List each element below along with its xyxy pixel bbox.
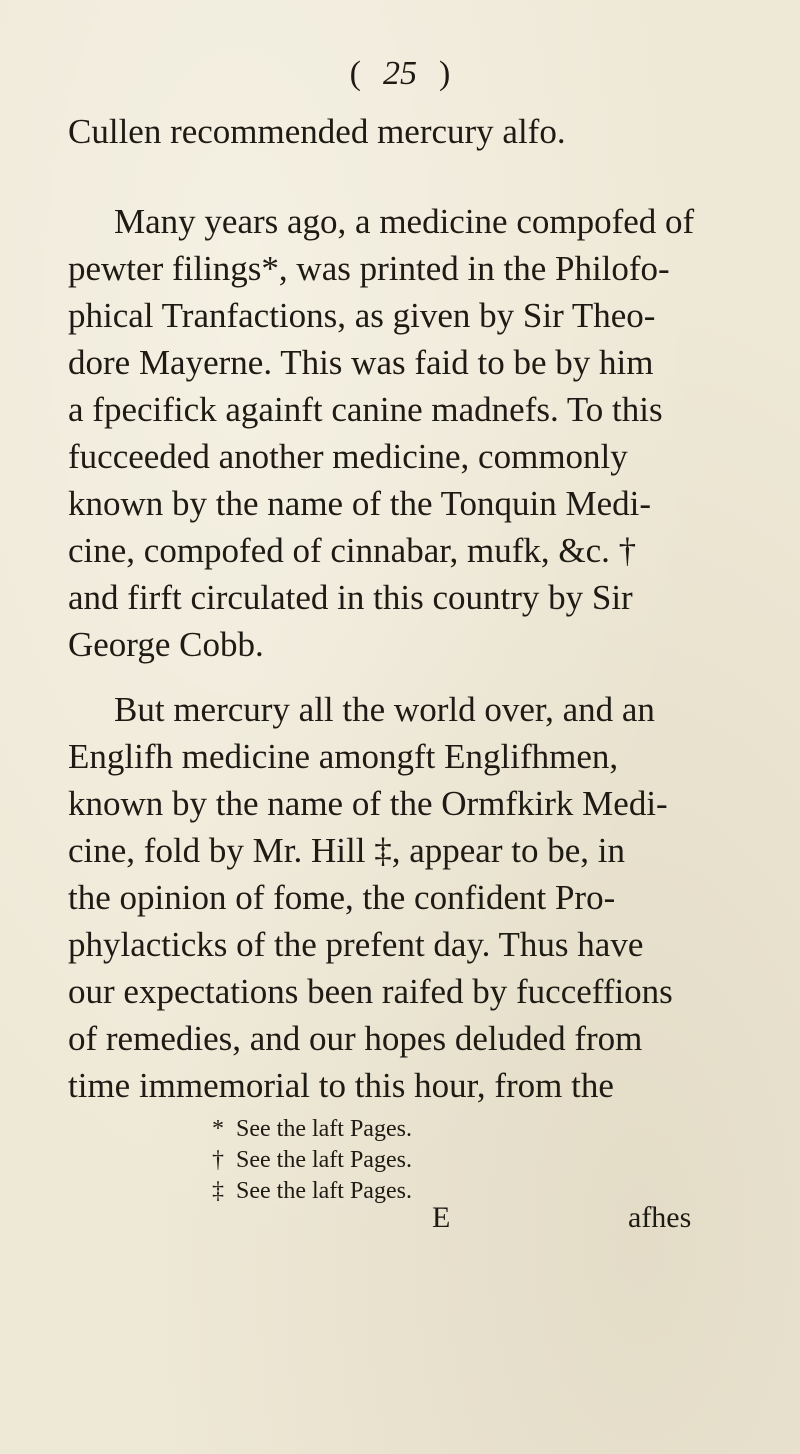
text-line: the opinion of fome, the confident Pro- bbox=[68, 878, 616, 917]
text-line: time immemorial to this hour, from the bbox=[68, 1066, 614, 1105]
page-number bbox=[0, 52, 800, 96]
close-paren: ) bbox=[439, 55, 451, 92]
footnote-text: See the laft Pages. bbox=[236, 1116, 412, 1142]
catchword: afhes bbox=[628, 1201, 692, 1234]
text-line: our expectations been raifed by fucceffions bbox=[68, 972, 673, 1011]
text-line: phical Tranfactions, as given by Sir Theo- bbox=[68, 296, 656, 335]
text-line: But mercury all the world over, and an bbox=[114, 690, 655, 729]
footnote bbox=[212, 1145, 412, 1175]
text-line: dore Mayerne. This was faid to be by him bbox=[68, 343, 654, 382]
text-line: Cullen recommended mercury alfo. bbox=[68, 112, 566, 151]
text-line: of remedies, and our hopes deluded from bbox=[68, 1019, 643, 1058]
text-line: fucceeded another medicine, commonly bbox=[68, 437, 628, 476]
footnote-text: See the laft Pages. bbox=[236, 1178, 412, 1204]
text-line: Englifh medicine amongft Englifhmen, bbox=[68, 737, 619, 776]
open-paren: ( bbox=[349, 55, 361, 92]
text-line: known by the name of the Ormfkirk Medi- bbox=[68, 784, 668, 823]
text-line: cine, compofed of cinnabar, mufk, &c. † bbox=[68, 531, 637, 570]
signature-mark: E bbox=[432, 1201, 451, 1234]
text-line: phylacticks of the prefent day. Thus have bbox=[68, 925, 644, 964]
page-number-value: 25 bbox=[383, 55, 417, 92]
footnote bbox=[212, 1114, 412, 1144]
text-line: cine, fold by Mr. Hill ‡, appear to be, in bbox=[68, 831, 625, 870]
text-line: George Cobb. bbox=[68, 625, 264, 664]
text-line: pewter filings*, was printed in the Philofo- bbox=[68, 249, 670, 288]
text-line: a fpecifick againft canine madnefs. To this bbox=[68, 390, 663, 429]
footnote-text: See the laft Pages. bbox=[236, 1147, 412, 1173]
footnote-mark: ‡ bbox=[212, 1178, 224, 1204]
text-line: Many years ago, a medicine compofed of bbox=[114, 202, 695, 241]
footnote bbox=[212, 1176, 412, 1206]
text-line: and firft circulated in this country by Sir bbox=[68, 578, 633, 617]
text-line: known by the name of the Tonquin Medi- bbox=[68, 484, 652, 523]
footnote-mark: * bbox=[212, 1116, 224, 1142]
footnote-mark: † bbox=[212, 1147, 224, 1173]
